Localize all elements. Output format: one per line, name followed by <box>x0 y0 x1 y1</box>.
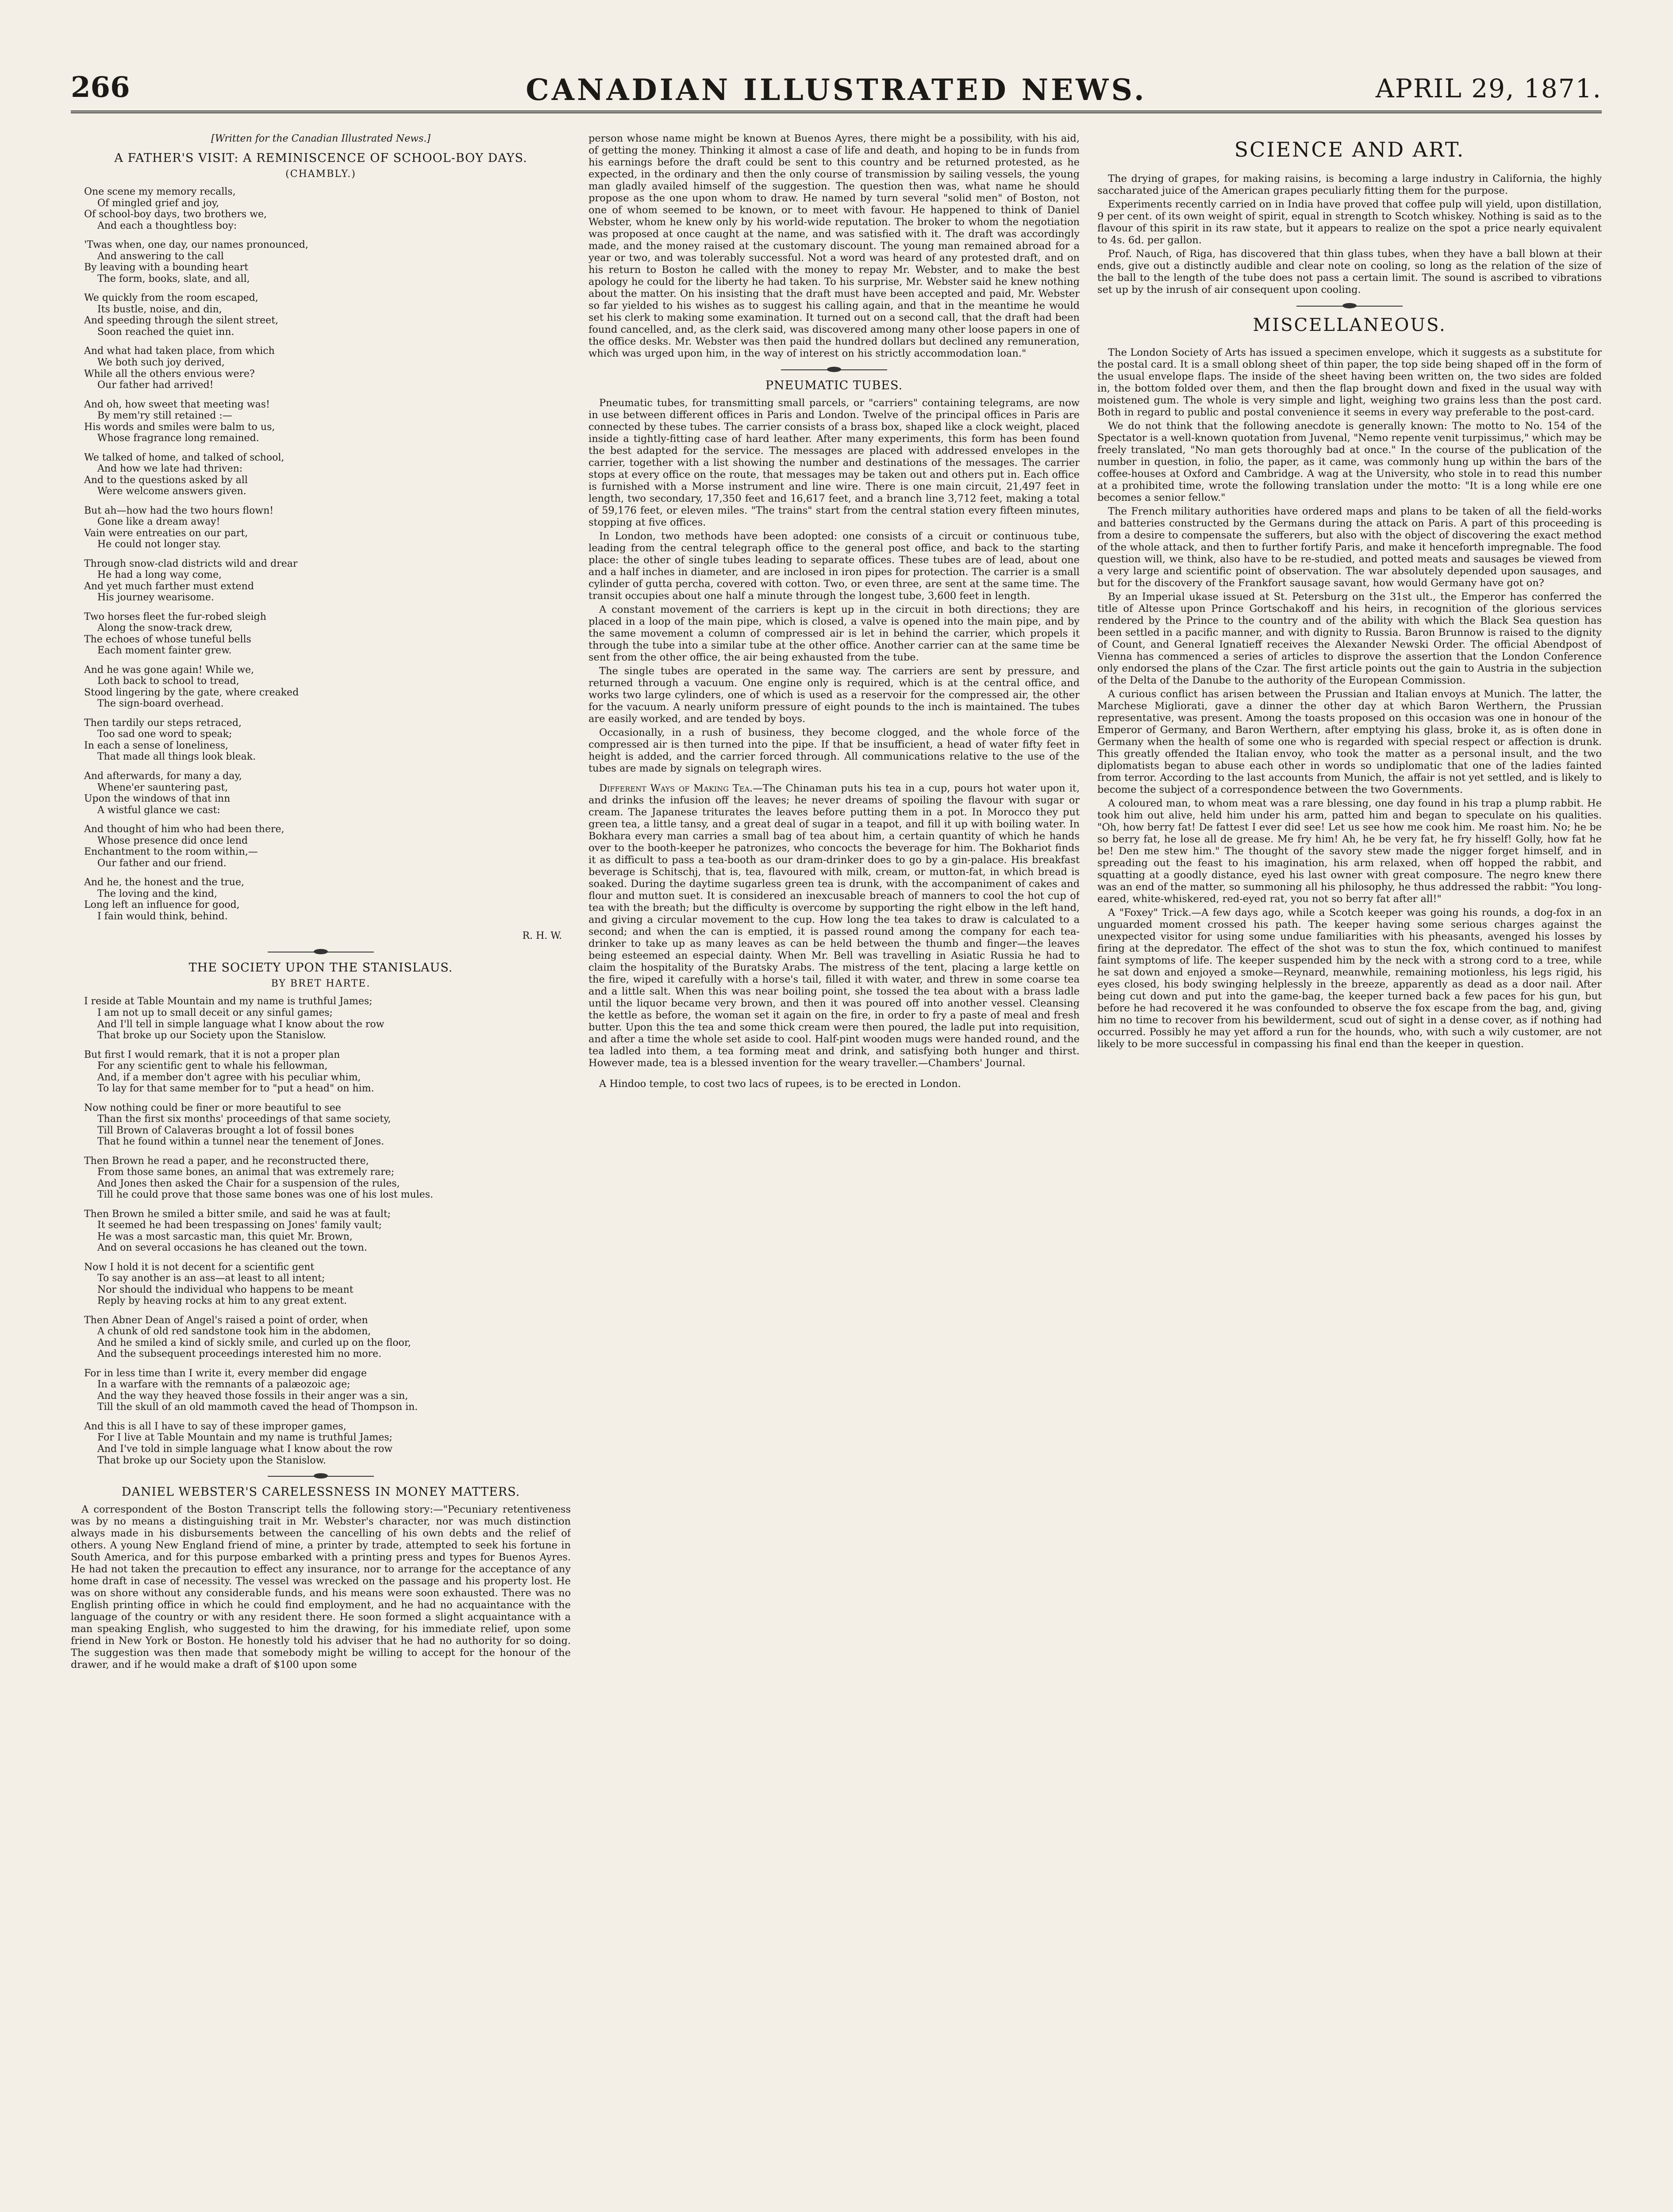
poem-line: For any scientific gent to whale his fellowman, <box>97 1060 328 1072</box>
pneumatic-title: PNEUMATIC TUBES. <box>765 379 903 392</box>
poem-line: And I'll tell in simple language what I know about the row <box>97 1018 385 1030</box>
poem-line: Nor should the individual who happens to be meant <box>97 1284 354 1295</box>
poem-line: He had a long way come, <box>97 569 222 581</box>
poem-stanza <box>71 771 571 816</box>
poem-line: And answering to the call <box>97 250 224 262</box>
misc-heading: MISCELLANEOUS. <box>1253 315 1446 335</box>
poem-line: Enchantment to the room within,— <box>84 846 258 858</box>
poem-line: Were welcome answers given. <box>97 486 246 497</box>
page-number: 266 <box>71 71 130 104</box>
poem-line: To say another is an ass—at least to all intent; <box>97 1273 325 1284</box>
poem-line: Whene'er sauntering past, <box>97 782 228 793</box>
poem-line: Gone like a dream away! <box>97 516 220 528</box>
poem1-signature: R. H. W. <box>522 930 562 942</box>
poem-line: And he, the honest and the true, <box>84 877 244 888</box>
poem-line: And afterwards, for many a day, <box>84 770 242 782</box>
poem-stanza <box>71 239 571 284</box>
poem-line: I fain would think, behind. <box>97 910 228 922</box>
issue-date: APRIL 29, 1871. <box>1375 73 1602 104</box>
poem-line: Then tardily our steps retraced, <box>84 717 242 729</box>
poem-stanza <box>71 611 571 657</box>
poem-line: Its bustle, noise, and din, <box>97 303 222 315</box>
poem-line: That made all things look bleak. <box>97 751 256 763</box>
poem-stanza <box>71 1102 571 1148</box>
poem-line: Till Brown of Calaveras brought a lot of fossil bones <box>97 1125 354 1136</box>
poem-line: And Jones then asked the Chair for a suspension of the rules, <box>97 1178 400 1189</box>
poem-stanza <box>71 1209 571 1254</box>
misc-paragraph: A coloured man, to whom meat was a rare blessing, one day found in his trap a plump rabbit. He took him out alive, held him under his arm, patted him and began to speculate on his qualities. "Oh, how berry fat! De fattest I ever did see! Let us see how me cook him. Me roast him. No; he be so berry fat, he lose all de grease. Me fry him! Ah, he be very fat, he fry hisself! Golly, how fat he be! Den me stew him." The thought of the savory stew made the nigger forget himself, and in spreading out the feast to his imagination, his arm relaxed, when off hopped the rabbit, and squatting at a goodly distance, eyed his last owner with great composure. The negro knew there was an end of the matter, so summoning all his philosophy, he thus addressed the rabbit: "You long-eared, white-whiskered, red-eyed rat, you not so berry fat after all!" <box>1097 797 1602 905</box>
poem-line: And what had taken place, from which <box>84 346 275 357</box>
poem-stanza <box>71 1315 571 1360</box>
poem-line: The echoes of whose tuneful bells <box>84 634 251 645</box>
pneumatic-paragraph: A constant movement of the carriers is kept up in the circuit in both directions; they are placed in a loop of the main pipe, which is closed, a valve is opened into the main pipe, and by the same movement a column of compressed air is let in behind the carrier, which propels it through the tube into a similar tube at the other office. Another carrier can at the same time be sent from the other office, the air being exhausted from the tube. <box>588 604 1080 664</box>
separator-rule <box>781 369 887 370</box>
poem-stanza <box>71 452 571 497</box>
poem-line: It seemed he had been trespassing on Jones' family vault; <box>97 1220 382 1231</box>
poem-line: Through snow-clad districts wild and drear <box>84 558 298 569</box>
poem-line: And the subsequent proceedings interested him no more. <box>97 1348 382 1360</box>
poem-line: Along the snow-track drew, <box>97 622 233 634</box>
publication-title: CANADIAN ILLUSTRATED NEWS. <box>526 73 1147 107</box>
poem-line: The form, books, slate, and all, <box>97 273 250 284</box>
science-paragraph: Prof. Nauch, of Riga, has discovered that thin glass tubes, when they have a ball blown at their ends, give out a distinctly audible and clear note on cooling, so long as the relation of the size of the ball to the length of the tube does not pass a certain limit. The sound is ascribed to vibrations set up by the inrush of air consequent upon cooling. <box>1097 248 1602 296</box>
poem-line: Too sad one word to speak; <box>97 729 232 740</box>
science-paragraph: The drying of grapes, for making raisins, is becoming a large industry in California, the highly saccharated juice of the American grapes peculiarly fitting them for the purpose. <box>1097 173 1602 196</box>
poem-line: And thought of him who had been there, <box>84 824 285 835</box>
poem-line: And, if a member don't agree with his peculiar whim, <box>97 1071 361 1083</box>
poem-line: I reside at Table Mountain and my name is truthful James; <box>84 996 373 1007</box>
poem-line: And on several occasions he has cleaned out the town. <box>97 1242 367 1254</box>
column-1 <box>71 133 571 2212</box>
poem-line: Till the skull of an old mammoth caved the head of Thompson in. <box>97 1402 418 1413</box>
poem1-credit: [Written for the Canadian Illustrated News.] <box>211 133 431 144</box>
poem-line: His journey wearisome. <box>97 592 214 603</box>
poem-line: Than the first six months' proceedings of that same society, <box>97 1114 391 1125</box>
webster-title: DANIEL WEBSTER'S CARELESSNESS IN MONEY MATTERS. <box>121 1485 520 1499</box>
poem-line: He was a most sarcastic man, this quiet Mr. Brown, <box>97 1231 353 1242</box>
poem-line: By leaving with a bounding heart <box>84 262 249 273</box>
misc-paragraph: The London Society of Arts has issued a specimen envelope, which it suggests as a substitute for the postal card. It is a small oblong sheet of thin paper, the top side being shaped off in the form of the usual envelope flaps. The inside of the sheet having been written on, the two sides are folded in, the bottom folded over them, and then the flap brought down and fixed in the usual way with moistened gum. The whole is very simple and light, weighing two grains less than the post card. Both in regard to public and postal convenience it seems in every way preferable to the post-card. <box>1097 346 1602 418</box>
poem-line: Loth back to school to tread, <box>97 676 239 687</box>
poem-stanza <box>71 399 571 444</box>
poem-stanza <box>71 505 571 550</box>
tea-text: —The Chinaman puts his tea in a cup, pours hot water upon it, and drinks the infusion off the leaves; he never dreams of spoiling the flavour with sugar or cream. The Japanese triturates the leaves before putting them in a pot. In Morocco they put green tea, a little tansy, and a great deal of sugar in a teapot, and fill it up with boiling water. In Bokhara every man carries a small bag of tea about him, a certain quantity of which he hands over to the booth-keeper he patronizes, who concocts the beverage for him. The Bokhariot finds it as difficult to pass a tea-booth as our dram-drinker does to go by a gin-palace. His breakfast beverage is Schitschj, that is, tea, flavoured with milk, cream, or mutton-fat, in which bread is soaked. During the daytime sugarless green tea is drunk, with the accompaniment of cakes and flour and mutton suet. It is considered an inexcusable breach of manners to cool the hot cup of tea with the breath; but the difficulty is overcome by supporting the right elbow in the left hand, and giving a circular movement to the cup. How long the tea takes to draw is calculated to a second; and when the can is emptied, it is passed round among the company for each tea-drinker to take up as many leaves as can be held between the thumb and finger—the leaves being esteemed an especial dainty. When Mr. Bell was travelling in Asiatic Russia he had to claim the hospitality of the Buratsky Arabs. The mistress of the tent, placing a large kettle on the fire, wiped it carefully with a horse's tail, filled it with water, and threw in some coarse tea and a little salt. When this was near boiling point, she tossed the tea about with a brass ladle until the liquor became very brown, and then it was poured off into another vessel. Cleansing the kettle as before, the woman set it again on the fire, in order to fry a paste of meal and fresh butter. Upon this the tea and some thick cream were then poured, the ladle put into requisition, and after a time the whole set aside to cool. Half-pint wooden mugs were handed round, and the tea ladled into them, a tea forming meat and drink, and satisfying both hunger and thirst. However made, tea is a blessed invention for the weary traveller.—Chambers' Journal. <box>588 783 1080 1069</box>
tea-runin: Different Ways of Making Tea. <box>599 783 753 795</box>
poem-line: We both such joy derived, <box>97 357 225 368</box>
poem-line: And each a thoughtless boy: <box>97 220 237 231</box>
poem-line: The sign-board overhead. <box>97 698 224 710</box>
poem-line: In a warfare with the remnants of a palæozoic age; <box>97 1379 350 1390</box>
poem2-title: THE SOCIETY UPON THE STANISLAUS. <box>188 961 453 975</box>
poem-line: Whose presence did once lend <box>97 835 248 846</box>
poem2-byline: BY BRET HARTE. <box>271 978 371 990</box>
webster-paragraph-continued: person whose name might be known at Buenos Ayres, there might be a possibility, with his aid, of getting the money. Thinking it almost a case of life and death, and hoping to be in funds from his earnings before the draft could be sent to this country and be returned protested, as he expected, in the ordinary and then the only course of transmission by sailing vessels, the young man gladly availed himself of the suggestion. The question then was, what name he should propose as the one upon whom to draw. He named by turn several "solid men" of Boston, not one of whom seemed to be known, or to meet with favour. He happened to think of Daniel Webster, whom he knew only by his world-wide reputation. The broker to whom the negotiation was proposed at once caught at the name, and was satisfied with it. The draft was accordingly made, and the money raised at the customary discount. The young man remained abroad for a year or two, and was tolerably successful. Not a word was heard of any protested draft, and on his return to Boston he called with the money to repay Mr. Webster, and to make the best apology he could for the liberty he had taken. To his surprise, Mr. Webster said he knew nothing about the matter. On his insisting that the draft must have been accepted and paid, Mr. Webster so far yielded to his wishes as to suggest his calling again, and that in the meantime he would set his clerk to making some examination. It turned out on a second call, that the draft had been found cancelled, and, as the clerk said, was discovered among many other loose papers in one of the office desks. Mr. Webster was then paid the hundred dollars but declined any remuneration, which was urged upon him, in the way of interest on his strictly accommodation loan." <box>588 133 1080 359</box>
poem-line: And oh, how sweet that meeting was! <box>84 399 270 410</box>
poem-line: Now I hold it is not decent for a scientific gent <box>84 1261 315 1273</box>
poem-line: But ah—how had the two hours flown! <box>84 505 274 516</box>
poem-line: And he was gone again! While we, <box>84 664 254 676</box>
poem-line: And I've told in simple language what I know about the row <box>97 1444 393 1455</box>
poem-stanza <box>71 1049 571 1094</box>
poem-line: For in less time than I write it, every member did engage <box>84 1367 367 1379</box>
poem-line: Of mingled grief and joy, <box>97 197 219 209</box>
poem-line: That he found within a tunnel near the tenement of Jones. <box>97 1136 385 1148</box>
poem-line: We quickly from the room escaped, <box>84 292 258 304</box>
poem-line: The loving and the kind, <box>97 888 217 899</box>
column-2 <box>588 133 1080 2212</box>
poem-line: And this is all I have to say of these improper games, <box>84 1421 346 1432</box>
poem-stanza <box>71 186 571 231</box>
column-3 <box>1097 133 1602 2212</box>
poem-line: Two horses fleet the fur-robed sleigh <box>84 611 266 622</box>
poem-line: But first I would remark, that it is not a proper plan <box>84 1049 340 1060</box>
poem-line: To lay for that same member for to "put a head" on him. <box>97 1083 374 1094</box>
poem-line: We talked of home, and talked of school, <box>84 452 285 463</box>
poem-line: Each moment fainter grew. <box>97 645 232 657</box>
poem-line: And speeding through the silent street, <box>84 315 279 326</box>
poem1-title: A FATHER'S VISIT: A REMINISCENCE OF SCHOOL-BOY DAYS. <box>114 151 527 165</box>
misc-paragraph: The French military authorities have ordered maps and plans to be taken of all the field-works and batteries constructed by the Germans during the attack on Paris. A part of this proceeding is from a desire to compensate the sufferers, but also with the object of discovering the exact method of the whole attack, and then to further fortify Paris, and make it henceforth impregnable. The food question will, we think, also have to be re-studied, and potted meats and sausages be viewed from a very large and scientific point of observation. The war absolutely depended upon sausages, and but for the discovery of the Frankfort sausage savant, how would Germany have got on? <box>1097 505 1602 589</box>
misc-paragraph: We do not think that the following anecdote is generally known: The motto to No. 154 of the Spectator is a well-known quotation from Juvenal, "Nemo repente venit turpissimus," which may be freely translated, "No man gets thoroughly bad at once." In the course of the publication of the number in question, in folio, the paper, as it came, was commonly hung up within the bars of the coffee-houses at Oxford and Cambridge. A wag at the University, who stole in to read this number at a prohibited time, wrote the following translation under the motto: "It is a long while ere one becomes a senior fellow." <box>1097 420 1602 503</box>
poem-line: Vain were entreaties on our part, <box>84 527 248 539</box>
poem-line: And how we late had thriven: <box>97 463 243 475</box>
poem-stanza <box>71 664 571 710</box>
poem-line: Then Brown he smiled a bitter smile, and said he was at fault; <box>84 1208 391 1220</box>
poem-line: Soon reached the quiet inn. <box>97 326 235 338</box>
poem-stanza <box>71 824 571 869</box>
poem-line: And the way they heaved those fossils in their anger was a sin, <box>97 1390 408 1402</box>
poem-line: And he smiled a kind of sickly smile, and curled up on the floor, <box>97 1337 411 1348</box>
poem-line: In each a sense of loneliness, <box>84 740 229 751</box>
poem-line: I am not up to small deceit or any sinful games; <box>97 1007 333 1018</box>
poem-line: That broke up our Society upon the Stanislow. <box>97 1455 326 1466</box>
pneumatic-paragraph: Occasionally, in a rush of business, they become clogged, and the whole force of the compressed air is then turned into the pipe. If that be insufficient, a head of water fifty feet in height is added, and the carrier forced through. All communications relative to the use of the tubes are made by signals on telegraph wires. <box>588 727 1080 775</box>
hindoo-paragraph: A Hindoo temple, to cost two lacs of rupees, is to be erected in London. <box>599 1078 961 1090</box>
poem-line: From those same bones, an animal that was extremely rare; <box>97 1167 395 1178</box>
poem-line: Whose fragrance long remained. <box>97 433 259 444</box>
poem-line: Till he could prove that those same bones was one of his lost mules. <box>97 1189 433 1201</box>
science-heading: SCIENCE AND ART. <box>1234 138 1465 161</box>
poem-line: That broke up our Society upon the Stanislow. <box>97 1030 326 1041</box>
poem-line: Our father had arrived! <box>97 380 214 391</box>
poem-line: And to the questions asked by all <box>84 474 248 486</box>
poem2-body <box>71 996 571 1466</box>
poem1-body <box>71 186 571 922</box>
poem-stanza <box>71 718 571 763</box>
pneumatic-paragraph: The single tubes are operated in the same way. The carriers are sent by pressure, and returned through a vacuum. One engine only is required, which is at the central office, and works two large cylinders, one of which is used as a reservoir for the compressed air, the other for the vacuum. A nearly uniform pressure of eight pounds to the inch is maintained. The tubes are easily worked, and are tended by boys. <box>588 665 1080 725</box>
poem-line: One scene my memory recalls, <box>84 186 236 198</box>
webster-paragraph: A correspondent of the Boston Transcript tells the following story:—"Pecuniary retentiveness was by no means a distinguishing trait in Mr. Webster's character, nor was much distinction always made in his disbursements between the cancelling of his own debts and the relief of others. A young New England friend of mine, a printer by trade, attempted to seek his fortune in South America, and for this purpose embarked with a printing press and types for Buenos Ayres. He had not taken the precaution to effect any insurance, nor to arrange for the acceptance of any home draft in case of necessity. The vessel was wrecked on the passage and his property lost. He was on shore without any considerable funds, and his means were soon exhausted. There was no English printing office in which he could find employment, and he had no acquaintance with the language of the country or with any resident there. He soon formed a slight acquaintance with a man speaking English, who suggested to him the drawing, for his immediate relief, upon some friend in New York or Boston. He honestly told his adviser that he had no authority for so doing. The suggestion was then made that somebody might be willing to accept for the honour of the drawer, and if he would make a draft of $100 upon some <box>71 1504 571 1671</box>
poem-stanza <box>71 1421 571 1466</box>
poem-stanza <box>71 1156 571 1201</box>
poem-stanza <box>71 292 571 338</box>
poem-line: Then Abner Dean of Angel's raised a point of order, when <box>84 1314 368 1326</box>
poem-line: Our father and our friend. <box>97 857 227 869</box>
poem-line: Long left an influence for good, <box>84 899 240 911</box>
poem-line: Of school-boy days, two brothers we, <box>84 209 267 220</box>
poem-line: By mem'ry still retained :— <box>97 410 232 422</box>
poem-stanza <box>71 877 571 922</box>
science-paragraph: Experiments recently carried on in India have proved that coffee pulp will yield, upon distillation, 9 per cent. of its own weight of spirit, equal in strength to Scotch whiskey. Nothing is said as to the flavour of this spirit in its raw state, but it appears to realize on the spot a price nearly equivalent to 4s. 6d. per gallon. <box>1097 198 1602 246</box>
separator-rule <box>268 1476 374 1477</box>
misc-paragraph: A curious conflict has arisen between the Prussian and Italian envoys at Munich. The latter, the Marchese Migliorati, gave a dinner the other day at which Baron Werthern, the Prussian representative, was present. Among the toasts proposed on this occasion was one in honour of the Emperor of Germany, and Baron Werthern, after emptying his glass, broke it, as is often done in Germany when the health of some one who is regarded with special respect or affection is drunk. This greatly offended the Italian envoy, who took the matter as a personal insult, and the two diplomatists began to abuse each other in words so undiplomatic that one of the ladies fainted from terror. According to the last accounts from Munich, the affair is not yet settled, and is likely to become the subject of a correspondence between the two Governments. <box>1097 688 1602 795</box>
separator-rule <box>1296 306 1403 307</box>
poem-line: Stood lingering by the gate, where creaked <box>84 687 299 698</box>
poem-line: While all the others envious were? <box>84 368 255 380</box>
pneumatic-paragraph: In London, two methods have been adopted: one consists of a circuit or continuous tube, leading from the central telegraph office to the general post office, and back to the starting place: the other of single tubes leading to separate offices. These tubes are of lead, about one and a half inches in diameter, and are inclosed in iron pipes for protection. The carrier is a small cylinder of gutta percha, covered with cotton. Two, or even three, are sent at the same time. The transit occupies about one half a minute through the longest tube, 3,600 feet in length. <box>588 530 1080 602</box>
poem-line: A chunk of old red sandstone took him in the abdomen, <box>97 1326 371 1337</box>
poem-line: Reply by heaving rocks at him to any great extent. <box>97 1295 347 1307</box>
poem-line: Upon the windows of that inn <box>84 793 231 805</box>
poem1-subtitle: (CHAMBLY.) <box>285 169 356 180</box>
poem-line: 'Twas when, one day, our names pronounced, <box>84 239 308 251</box>
poem-stanza <box>71 346 571 391</box>
poem-line: His words and smiles were balm to us, <box>84 421 275 433</box>
poem-stanza <box>71 996 571 1041</box>
poem-line: Then Brown he read a paper, and he reconstructed there, <box>84 1155 369 1167</box>
masthead <box>71 71 1602 113</box>
poem-stanza <box>71 1368 571 1413</box>
misc-paragraph: By an Imperial ukase issued at St. Petersburg on the 31st ult., the Emperor has conferred the title of Altesse upon Prince Gortschakoff and his heirs, in recognition of the glorious services rendered by the Prince to the country and of the ability with which the Black Sea question has been settled in a pacific manner, and with dignity to Russia. Baron Brunnow is raised to the dignity of Count, and General Ignatieff receives the Alexander Newski Order. The official Abendpost of Vienna has commenced a series of articles to disprove the assertion that the London Conference only endorsed the plans of the Czar. The first article points out the gain to Austria in the subjection of the Delta of the Danube to the authority of the European Commission. <box>1097 591 1602 686</box>
pneumatic-paragraph: Pneumatic tubes, for transmitting small parcels, or "carriers" containing telegrams, are now in use between different offices in Paris and London. Twelve of the principal offices in Paris are connected by these tubes. The carrier consists of a brass box, shaped like a clock weight, placed inside a tightly-fitting case of hard leather. After many experiments, this form has been found the best adapted for the service. The messages are placed with addressed envelopes in the carrier, together with a list showing the number and destinations of the messages. The carrier stops at every office on the route, that messages may be taken out and others put in. Each office is furnished with a Morse instrument and line wire. There is one main circuit, 21,497 feet in length, two secondary, 17,350 feet and 16,617 feet, and a branch line 3,712 feet, making a total of 59,176 feet, or eleven miles. "The trains" start from the central station every fifteen minutes, stopping at five offices. <box>588 397 1080 529</box>
poem-line: A wistful glance we cast: <box>97 804 220 816</box>
poem-line: For I live at Table Mountain and my name is truthful James; <box>97 1432 392 1444</box>
poem-stanza <box>71 558 571 603</box>
poem-stanza <box>71 1262 571 1307</box>
tea-paragraph <box>588 783 1080 1069</box>
misc-paragraph: A "Foxey" Trick.—A few days ago, while a Scotch keeper was going his rounds, a dog-fox in an unguarded moment crossed his path. The keeper having some serious charges against the unexpected visitor for using some undue familiarities with his pheasants, avenged his losses by firing at the depredator. The effect of the shot was to stun the fox, which continued to manifest faint symptoms of life. The keeper suspended him by the neck with a strong cord to a tree, while he sat down and enjoyed a smoke—Reynard, meanwhile, remaining motionless, his legs rigid, his eyes closed, his body swinging helplessly in the breeze, apparently as dead as a door nail. After being cut down and put into the game-bag, the keeper turned back a few paces for his gun, but before he had recovered it he was confounded to observe the fox escape from the bag, and, giving him no time to recover from his bewilderment, scud out of sight in a dense cover, as if nothing had occurred. Possibly he may yet afford a run for the hounds, who, with such a wily customer, are not likely to be more successful in compassing his final end than the keeper in question. <box>1097 906 1602 1050</box>
poem-line: And yet much farther must extend <box>84 580 254 592</box>
poem-line: He could not longer stay. <box>97 539 221 550</box>
poem-line: Now nothing could be finer or more beautiful to see <box>84 1102 341 1114</box>
